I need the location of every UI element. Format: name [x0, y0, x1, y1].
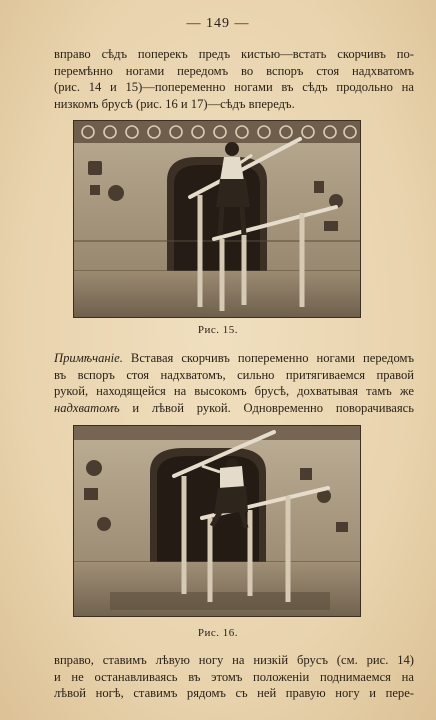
paragraph-line: перемѣнно ногами передомъ во вспоръ стоя надхватомъ [54, 63, 414, 78]
figure-caption: Рис. 15. [197, 324, 239, 336]
page-number: — 149 — [186, 16, 250, 31]
gymnastics-photo-fig16 [73, 425, 361, 617]
paragraph-line: (рис. 14 и 15)—попеременно ногами въ сѣдъ продольно на [54, 80, 414, 95]
paragraph-line: вправо сѣдъ поперекъ предъ кистью—встать скорчивъ по- [54, 47, 414, 61]
note-label: Примѣчаніе. [54, 351, 123, 365]
gymnastics-photo-fig15 [73, 120, 361, 318]
paragraph-line [54, 400, 414, 417]
note-text: и лѣвой рукой. Одновременно поворачиваясь [119, 400, 414, 415]
italic-term: надхватомъ [54, 400, 120, 415]
paragraph-top [54, 46, 414, 112]
photo-illustration [74, 121, 360, 317]
note-text: Вставая скорчивъ попеременно ногами передомъ [122, 351, 414, 365]
paragraph-note [54, 350, 414, 416]
paragraph-bottom [54, 652, 414, 702]
paragraph-line: рукой, находящейся на высокомъ брусѣ, дохватывая тамъ же [54, 384, 414, 399]
photo-illustration [74, 426, 360, 616]
paragraph-line: лѣвой ногѣ, ставимъ рядомъ съ ней правую ногу и пере- [54, 686, 414, 701]
paragraph-line: въ вспоръ стоя надхватомъ, сильно притягиваемся правой [54, 367, 414, 382]
paragraph-line: и не останавливаясь въ этомъ положеніи поднимаемся на [54, 669, 414, 684]
paragraph-line [54, 350, 414, 367]
paragraph-line: низкомъ брусѣ (рис. 16 и 17)—сѣдъ впередъ. [54, 96, 295, 111]
paragraph-line: вправо, ставимъ лѣвую ногу на низкій брусъ (см. рис. 14) [54, 653, 414, 667]
figure-caption: Рис. 16. [197, 627, 239, 639]
